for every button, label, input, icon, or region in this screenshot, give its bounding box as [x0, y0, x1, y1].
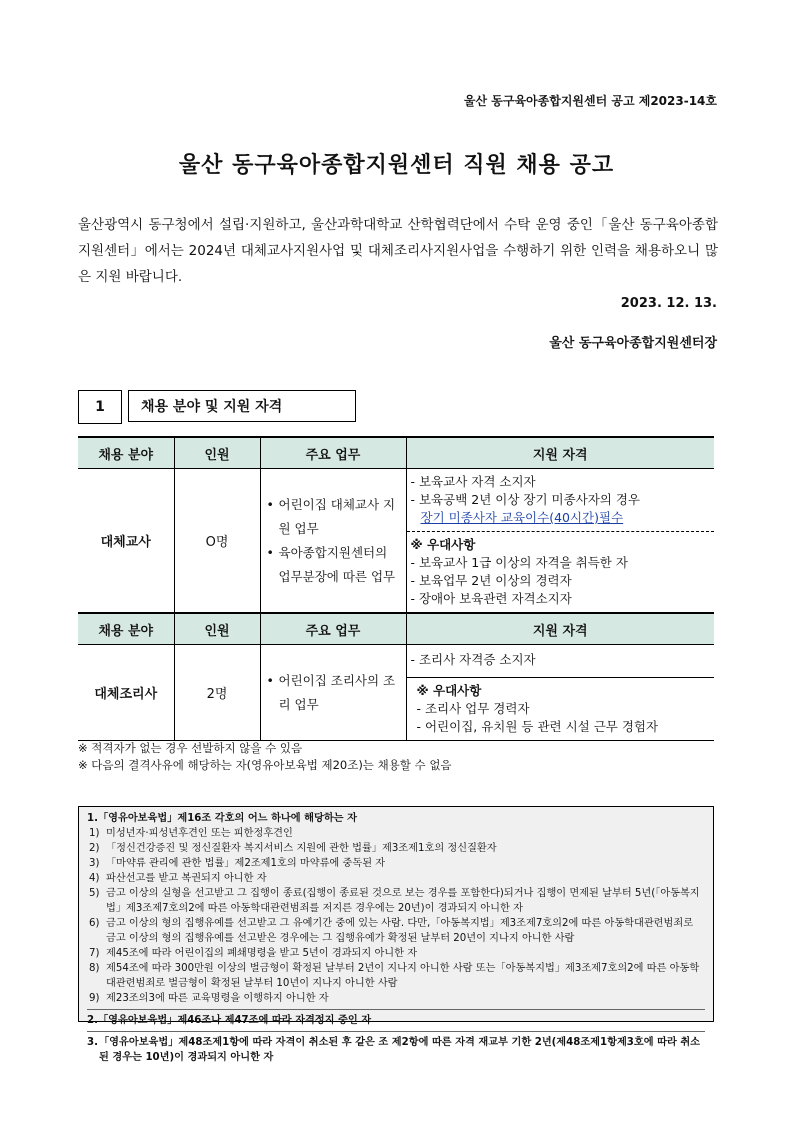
table-row	[78, 469, 714, 614]
count-cell: 2명	[174, 645, 260, 741]
header-field: 채용 분야	[78, 437, 174, 469]
duty-item: • 어린이집 조리사의 조리 업무	[267, 669, 402, 717]
requirements: - 조리사 자격증 소지자	[407, 645, 715, 678]
preferences: ※ 우대사항 - 보육교사 1급 이상의 자격을 취득한 자 - 보육업무 2년 이상의 경력자 - 장애아 보육관련 자격소지자	[410, 537, 628, 606]
duty-item: • 어린이집 대체교사 지원 업무	[267, 493, 402, 541]
requirements: - 보육교사 자격 소지자 - 보육공백 2년 이상 장기 미종사자의 경우 장기 미종사자 교육이수(40시간)필수	[407, 469, 715, 532]
list-item: 6) 금고 이상의 형의 집행유예를 선고받고 그 유예기간 중에 있는 사람. 다만,「아동복지법」제3조제7호의2에 따른 아동학대관련범죄로 금고 이상의 형의 집행유예를 선고받은 경우에는 그 집행유예가 확정된 날부터 20년이 지나지 아니한 사람	[89, 918, 694, 944]
header-count: 인원	[174, 613, 260, 645]
list-item: 1) 미성년자·피성년후견인 또는 피한정후견인	[89, 828, 293, 839]
note-line: ※ 적격자가 없는 경우 선발하지 않을 수 있음	[78, 741, 303, 755]
preferences: ※ 우대사항 - 조리사 업무 경력자 - 어린이집, 유치원 등 관련 시설 근무 경험자	[416, 683, 659, 734]
notice-date: 2023. 12. 13.	[620, 296, 717, 311]
field-cell: 대체교사	[78, 469, 174, 614]
notice-number: 울산 동구육아종합지원센터 공고 제2023-14호	[463, 94, 717, 108]
table-header-row	[78, 613, 714, 645]
list-item: 7) 제45조에 따라 어린이집의 폐쇄명령을 받고 5년이 경과되지 아니한 자	[89, 948, 418, 959]
list-item: 4) 파산선고를 받고 복권되지 아니한 자	[89, 873, 267, 884]
signer: 울산 동구육아종합지원센터장	[549, 336, 717, 351]
disqualification-heading: 1.「영유아보육법」제16조 각호의 어느 하나에 해당하는 자	[87, 813, 357, 824]
header-field: 채용 분야	[78, 613, 174, 645]
disqualification-heading: 2.「영유아보육법」제46조나 제47조에 따라 자격정지 중인 자	[87, 1009, 705, 1028]
field-cell: 대체조리사	[78, 645, 174, 741]
header-duties: 주요 업무	[260, 613, 406, 645]
section-title: 채용 분야 및 지원 자격	[128, 390, 356, 422]
disqualification-box	[78, 806, 714, 1063]
intro-paragraph: 울산광역시 동구청에서 설립·지원하고, 울산과학대학교 산학협력단에서 수탁 운영 중인「울산 동구육아종합지원센터」에서는 2024년 대체교사지원사업 및 대체조리사지원사업을 수행하기 위한 인력을 채용하오니 많은 지원 바랍니다.	[78, 217, 718, 285]
qualification-cell	[406, 469, 714, 614]
disqualification-heading: 3. 「영유아보육법」제48조제1항에 따라 자격이 취소된 후 같은 조 제2항에 따른 자격 재교부 기한 2년(제48조제1항제3호에 따라 취소된 경우는 10년)이 경과되지 아니한 자	[87, 1031, 705, 1065]
recruitment-table	[78, 436, 714, 741]
list-item: 5) 금고 이상의 실형을 선고받고 그 집행이 종료(집행이 종료된 것으로 보는 경우를 포함한다)되거나 집행이 면제된 날부터 5년(「아동복지법」제3조제7호의2에 따른 아동학대관련범죄를 저지른 경우에는 20년)이 경과되지 아니한 자	[89, 888, 700, 914]
header-qualification: 지원 자격	[406, 437, 714, 469]
table-header-row	[78, 437, 714, 469]
bullet-icon: •	[266, 544, 274, 560]
bullet-icon: •	[266, 672, 274, 688]
section-number: 1	[78, 390, 122, 424]
header-count: 인원	[174, 437, 260, 469]
list-item: 8) 제54조에 따라 300만원 이상의 벌금형이 확정된 날부터 2년이 지나지 아니한 사람 또는「아동복지법」제3조제7호의2에 따른 아동학대관련범죄로 벌금형이 확정된 날부터 10년이 지나지 아니한 사람	[89, 963, 700, 989]
duty-item: • 육아종합지원센터의 업무분장에 따른 업무	[267, 541, 402, 589]
header-duties: 주요 업무	[260, 437, 406, 469]
duties-cell	[260, 469, 406, 614]
list-item: 2) 「정신건강증진 및 정신질환자 복지서비스 지원에 관한 법률」제3조제1호의 정신질환자	[89, 843, 497, 854]
qualification-cell	[406, 645, 714, 741]
list-item: 9) 제23조의3에 따른 교육명령을 이행하지 아니한 자	[89, 993, 329, 1004]
list-item: 3) 「마약류 관리에 관한 법률」제2조제1호의 마약류에 중독된 자	[89, 858, 386, 869]
count-cell: O명	[174, 469, 260, 614]
required-training-link: 장기 미종사자 교육이수(40시간)필수	[420, 510, 624, 525]
bullet-icon: •	[266, 496, 274, 512]
table-row	[78, 645, 714, 741]
header-qualification: 지원 자격	[406, 613, 714, 645]
page-title: 울산 동구육아종합지원센터 직원 채용 공고	[178, 153, 615, 178]
duties-cell	[260, 645, 406, 741]
note-line: ※ 다음의 결격사유에 해당하는 자(영유아보육법 제20조)는 채용할 수 없음	[78, 758, 452, 772]
